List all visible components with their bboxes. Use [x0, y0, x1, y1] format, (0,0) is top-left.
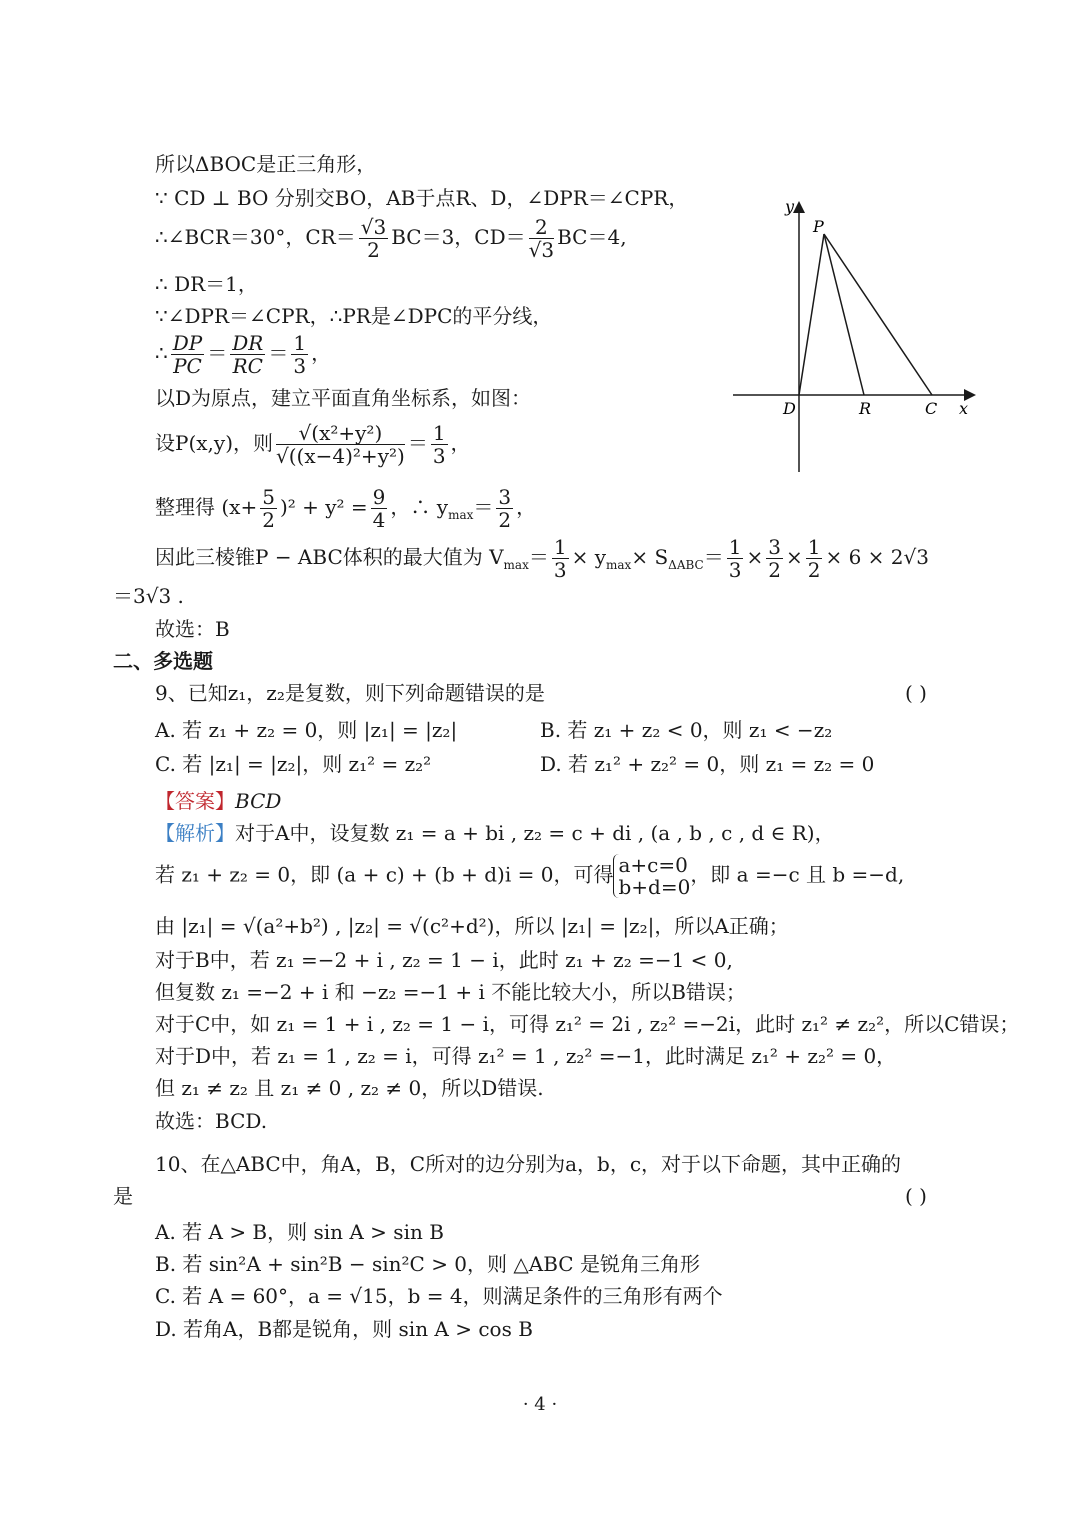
q9-analysis-line-5: 但复数 z₁ =−2 + i 和 −z₂ =−1 + i 不能比较大小，所以B错误； [155, 980, 746, 1004]
numerator: 9 [372, 485, 386, 509]
fraction [291, 332, 308, 377]
sol-line-6 [155, 332, 331, 377]
fraction [552, 536, 569, 581]
denominator: PC [173, 354, 202, 378]
coordinate-figure [725, 190, 985, 480]
sol-line-8 [155, 422, 471, 467]
text: × [785, 545, 803, 569]
text: )² + y² = [279, 495, 368, 519]
segment-DP [799, 234, 824, 395]
q9-option-b: B. 若 z₁ + z₂ < 0，则 z₁ < −z₂ [540, 718, 833, 742]
sol-line-10 [155, 536, 929, 581]
section-title: 二、多选题 [113, 649, 213, 673]
sol-line-1: 所以ΔBOC是正三角形， [155, 152, 377, 176]
numerator: 3 [768, 535, 781, 559]
fraction [371, 486, 388, 531]
text: 若 z₁ + z₂ = 0，即 (a + c) + (b + d)i = 0，可得 [155, 862, 614, 887]
text: × S [631, 545, 669, 569]
q9-analysis-line-8: 但 z₁ ≠ z₂ 且 z₁ ≠ 0 , z₂ ≠ 0，所以D错误. [155, 1076, 544, 1100]
equation: a+c=0 [618, 853, 688, 877]
denominator: 3 [553, 558, 567, 582]
q10-answer-paren: ( ) [905, 1184, 927, 1208]
numerator: 3 [498, 485, 512, 509]
subscript: max [606, 558, 632, 572]
x-axis-label: x [959, 399, 969, 418]
text: ＝ [703, 545, 724, 569]
text: 整理得 (x+ [155, 495, 258, 519]
q10-option-d: D. 若角A，B都是锐角，则 sin A > cos B [155, 1317, 533, 1341]
denominator: 3 [728, 558, 742, 582]
numerator: √3 [360, 215, 387, 239]
text: ∴∠BCR＝30°，CR＝ [155, 225, 356, 249]
fraction [260, 486, 277, 531]
analysis-tag: 【解析】 [155, 821, 235, 845]
point-P-label: P [813, 217, 824, 236]
point-D-label: D [783, 399, 796, 418]
point-C-label: C [925, 399, 938, 418]
page-number: · 4 · [522, 1394, 558, 1415]
q10-stem-line-1: 10、在△ABC中，角A，B，C所对的边分别为a，b，c，对于以下命题，其中正确的 [155, 1152, 902, 1176]
equation: b+d=0 [618, 875, 691, 899]
text: ＝ [473, 495, 494, 519]
numerator: 5 [262, 485, 275, 509]
subscript: ΔABC [668, 558, 704, 572]
answer-value: BCD [235, 789, 282, 813]
subscript: max [448, 508, 474, 522]
fraction [230, 332, 265, 377]
denominator: 3 [293, 354, 307, 378]
text: ＝ [268, 341, 289, 365]
text: × y [571, 545, 607, 569]
denominator: 2 [262, 508, 275, 532]
q10-option-b: B. 若 sin²A + sin²B − sin²C > 0，则 △ABC 是锐角三角形 [155, 1252, 700, 1276]
q9-analysis-line-4: 对于B中，若 z₁ =−2 + i , z₂ = 1 − i，此时 z₁ + z₂ =−1 < 0, [155, 948, 733, 972]
q9-option-a: A. 若 z₁ + z₂ = 0，则 |z₁| = |z₂| [155, 718, 458, 742]
sol-line-3 [155, 216, 627, 261]
sol-line-12: 故选：B [155, 617, 230, 641]
equation-system [613, 854, 690, 898]
subscript: max [503, 558, 529, 572]
numerator: 1 [293, 331, 307, 355]
y-axis-label: y [785, 197, 795, 216]
text: × 6 × 2√3 [825, 545, 929, 569]
numerator: 1 [432, 421, 446, 445]
fraction [359, 216, 388, 261]
fraction [496, 486, 513, 531]
text: BC＝3，CD＝ [391, 225, 526, 249]
q9-answer-line [155, 789, 281, 813]
q9-analysis-line-2 [155, 854, 904, 898]
denominator: 2 [768, 558, 781, 582]
denominator: RC [232, 354, 263, 378]
answer-tag: 【答案】 [155, 789, 235, 813]
q10-option-a: A. 若 A > B，则 sin A > sin B [155, 1220, 444, 1244]
denominator: 2 [807, 558, 821, 582]
text: ∴ [155, 341, 168, 365]
point-R-label: R [859, 399, 872, 418]
numerator: 1 [728, 535, 742, 559]
text: ， [311, 341, 332, 365]
fraction [766, 536, 783, 581]
numerator: DR [232, 331, 264, 355]
text: 因此三棱锥P − ABC体积的最大值为 V [155, 545, 504, 569]
segment-PR [824, 234, 864, 395]
sol-line-5: ∵∠DPR＝∠CPR，∴PR是∠DPC的平分线， [155, 304, 553, 328]
q9-analysis-line-7: 对于D中，若 z₁ = 1 , z₂ = i，可得 z₁² = 1 , z₂² =−1，此时满足 z₁² + z₂² = 0， [155, 1044, 897, 1068]
sol-line-11: ＝3√3 . [113, 584, 184, 608]
q9-analysis-line-9: 故选：BCD. [155, 1109, 268, 1133]
fraction [806, 536, 823, 581]
denominator: 2 [367, 238, 380, 262]
text: ＝ [207, 341, 228, 365]
sol-line-9 [155, 486, 536, 531]
q9-analysis-line-3: 由 |z₁| = √(a²+b²) , |z₂| = √(c²+d²)，所以 |z₁| = |z₂|，所以A正确； [155, 914, 789, 938]
sol-line-4: ∴ DR＝1， [155, 272, 258, 296]
text: ＝ [528, 545, 549, 569]
q10-stem-line-2: 是 [113, 1184, 133, 1208]
numerator: 2 [529, 216, 554, 239]
q9-stem: 9、已知z₁，z₂是复数，则下列命题错误的是 [155, 681, 545, 705]
text: ，∴ y [390, 495, 449, 519]
q9-analysis-line-1 [155, 821, 835, 845]
segment-PC [824, 234, 932, 395]
text: 设P(x,y)，则 [155, 431, 273, 455]
text: ＝ [407, 431, 428, 455]
text: 对于A中，设复数 z₁ = a + bi , z₂ = c + di , (a , b , c , d ∈ R)， [235, 821, 835, 845]
denominator: √3 [528, 238, 555, 262]
q9-analysis-line-6: 对于C中，如 z₁ = 1 + i , z₂ = 1 − i，可得 z₁² = 2i , z₂² =−2i，此时 z₁² ≠ z₂²，所以C错误； [155, 1012, 1020, 1036]
text: BC＝4, [557, 225, 627, 249]
q9-option-d: D. 若 z₁² + z₂² = 0，则 z₁ = z₂ = 0 [540, 752, 875, 776]
q10-option-c: C. 若 A = 60°，a = √15，b = 4，则满足条件的三角形有两个 [155, 1284, 723, 1308]
text: ，即 a =−c 且 b =−d, [690, 862, 905, 887]
sol-line-7: 以D为原点，建立平面直角坐标系，如图： [155, 386, 532, 410]
fraction [276, 422, 405, 467]
sol-line-2: ∵ CD ⊥ BO 分别交BO，AB于点R、D，∠DPR＝∠CPR， [155, 186, 689, 210]
numerator: DP [172, 331, 203, 355]
denominator: √((x−4)²+y²) [276, 444, 405, 468]
text: ， [450, 431, 471, 455]
q9-option-c: C. 若 |z₁| = |z₂|，则 z₁² = z₂² [155, 752, 432, 776]
numerator: 1 [807, 535, 821, 559]
fraction [529, 216, 554, 261]
numerator: √(x²+y²) [276, 422, 405, 445]
denominator: 3 [432, 444, 446, 468]
fraction [727, 536, 744, 581]
text: × [746, 545, 764, 569]
numerator: 1 [553, 535, 567, 559]
fraction [171, 332, 205, 377]
fraction [431, 422, 448, 467]
q9-answer-paren: ( ) [905, 681, 927, 705]
denominator: 2 [498, 508, 512, 532]
denominator: 4 [372, 508, 386, 532]
text: ， [516, 495, 537, 519]
